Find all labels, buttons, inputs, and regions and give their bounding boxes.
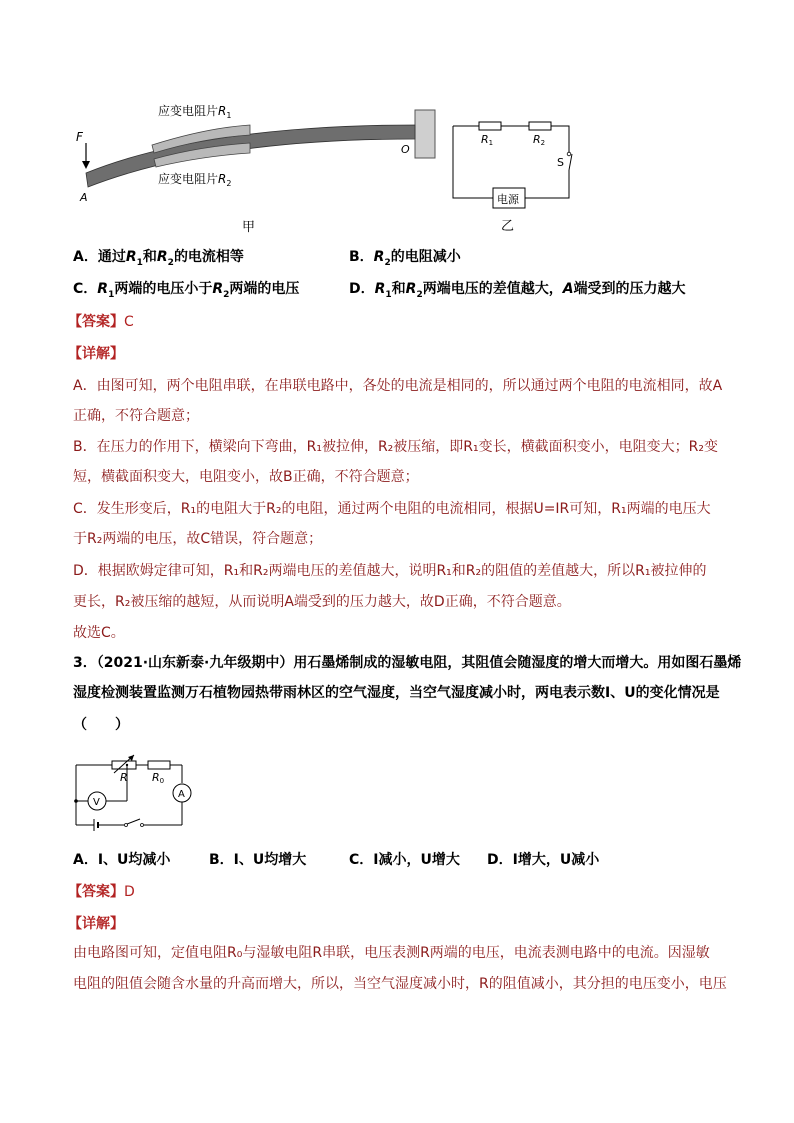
wall-block [415, 110, 435, 158]
answer-label: 【答案】 [68, 314, 124, 330]
force-label: F [76, 130, 83, 144]
ammeter-label: A [178, 789, 185, 800]
switch-blade [127, 819, 140, 824]
figure-series-circuit [445, 110, 585, 235]
option-c[interactable]: C．$R_1$两端的电压小于$R_2$两端的电压 [73, 281, 300, 300]
q3-detail-label: 【详解】 [68, 916, 124, 932]
q3-stem-blank: （ ） [73, 717, 129, 733]
force-arrow-head [82, 161, 90, 169]
humidity-resistor-r [112, 761, 136, 769]
q3-detail-line: 电阻的阻值会随含水量的升高而增大，所以，当空气湿度减小时，R的阻值减小，其分担的电压变小，电压 [73, 976, 727, 992]
q2-detail-line: 更长，R₂被压缩的越短，从而说明A端受到的压力越大，故D正确，不符合题意。 [73, 594, 571, 610]
node-top [126, 764, 128, 766]
switch-contact-2 [141, 824, 144, 827]
caption-yi: 乙 [501, 219, 515, 234]
q3-option-a[interactable]: A．I、U均减小 [73, 852, 171, 868]
q3-option-b[interactable]: B．I、U均增大 [209, 852, 307, 868]
r1-label: 应变电阻片$R_1$ [158, 104, 232, 120]
q2-detail-line: 于R₂两端的电压，故C错误，符合题意； [73, 531, 323, 547]
switch-lever [569, 154, 572, 170]
figure-humidity-circuit [70, 753, 195, 833]
cantilever-beam [86, 125, 415, 187]
q3-option-c[interactable]: C．I减小，U增大 [349, 852, 460, 868]
q2-detail-line: 故选C。 [73, 625, 125, 641]
switch-label: S [557, 156, 564, 169]
q3-detail-line: 由电路图可知，定值电阻R₀与湿敏电阻R串联，电压表测R两端的电压，电流表测电路中的电流。因湿敏 [73, 945, 710, 961]
resistor-r0 [148, 761, 170, 769]
r2-label: 应变电阻片$R_2$ [158, 172, 232, 188]
answer-label: 【答案】 [68, 884, 124, 900]
answer-value: D [124, 884, 135, 900]
q2-detail-line: C．发生形变后，R₁的电阻大于R₂的电阻，通过两个电阻的电流相同，根据U=IR可知，R₁两端的电压大 [73, 501, 711, 517]
figure-beam-diagram [70, 95, 450, 240]
resistor-r2 [529, 122, 551, 130]
circuit-wire-2 [525, 170, 569, 198]
label-r: R [120, 771, 128, 784]
switch-contact [567, 152, 571, 156]
q2-detail-line: D．根据欧姆定律可知，R₁和R₂两端电压的差值越大，说明R₁和R₂的阻值的差值越大，所以R₁被拉伸的 [73, 563, 707, 579]
resistor-r1 [479, 122, 501, 130]
voltmeter-label: V [93, 797, 100, 808]
q2-detail-line: B．在压力的作用下，横梁向下弯曲，R₁被拉伸，R₂被压缩，即R₁变长，横截面积变小，电阻变大；R₂变 [73, 439, 718, 455]
q2-detail-line: A．由图可知，两个电阻串联，在串联电路中，各处的电流是相同的，所以通过两个电阻的电流相同，故A [73, 378, 723, 394]
point-a-label: A [80, 191, 88, 204]
q2-answer [68, 311, 134, 331]
option-d[interactable]: D．$R_1$和$R_2$两端电压的差值越大，A端受到的压力越大 [349, 281, 686, 300]
q3-option-d[interactable]: D．I增大，U减小 [487, 852, 600, 868]
circuit-r2-label: R2 [533, 133, 546, 147]
circuit-wire-3 [551, 126, 569, 154]
option-a[interactable]: A．通过$R_1$和$R_2$的电流相等 [73, 249, 244, 268]
q2-detail-line: 正确，不符合题意； [73, 408, 199, 424]
q2-detail-line: 短，横截面积变大，电阻变小，故B正确，不符合题意； [73, 469, 419, 485]
power-supply-label: 电源 [497, 193, 519, 206]
q3-answer [68, 881, 135, 901]
option-b[interactable]: B．$R_2$的电阻减小 [349, 249, 461, 268]
circuit-r1-label: R1 [481, 133, 494, 147]
q2-detail-label: 【详解】 [68, 346, 124, 362]
caption-jia: 甲 [242, 220, 256, 235]
label-r0: R0 [152, 771, 165, 785]
q3-stem-line: 湿度检测装置监测万石植物园热带雨林区的空气湿度，当空气湿度减小时，两电表示数I、U的变化情况是 [73, 685, 720, 701]
point-o-label: O [401, 143, 410, 156]
answer-value: C [124, 314, 134, 330]
q3-stem-line: 3．（2021·山东新泰·九年级期中）用石墨烯制成的湿敏电阻，其阻值会随湿度的增大而增大。用如图石墨烯 [73, 655, 742, 671]
